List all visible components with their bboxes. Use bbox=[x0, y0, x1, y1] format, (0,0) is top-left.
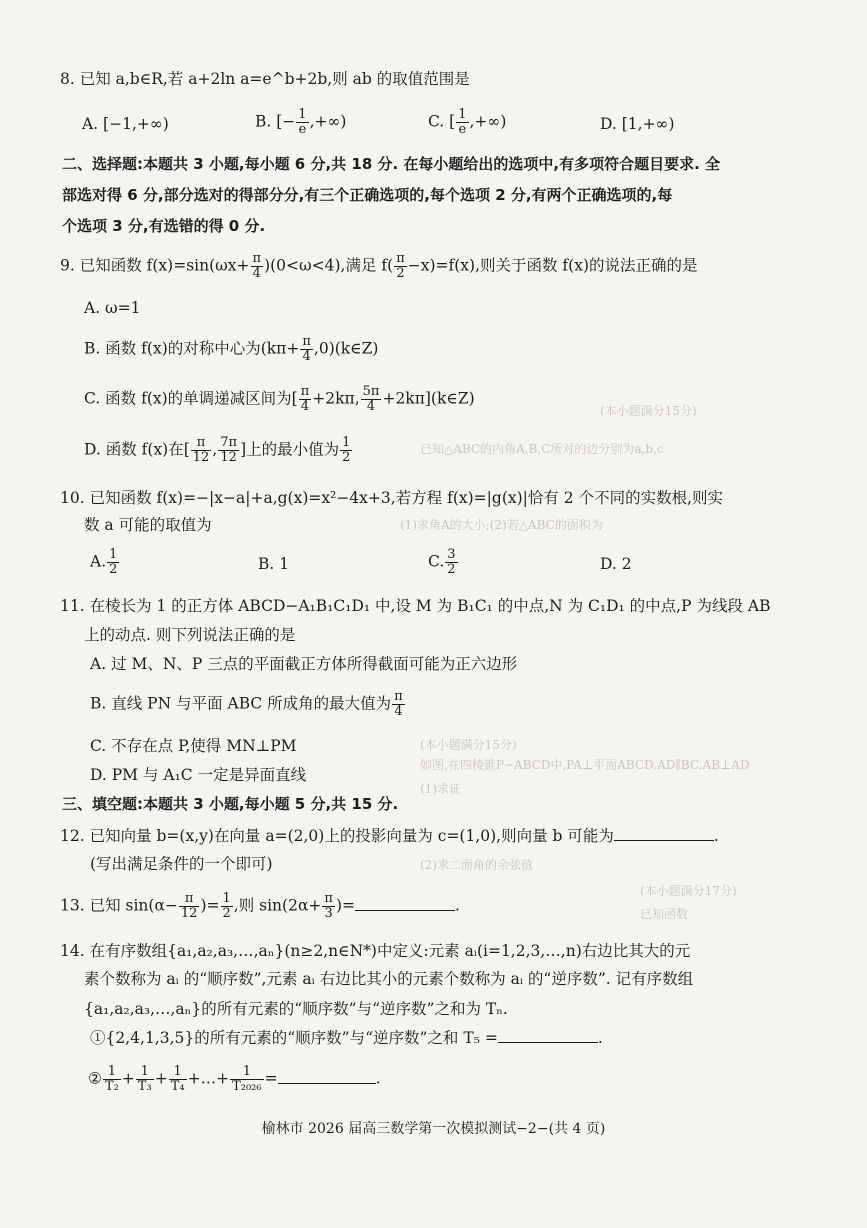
question-11-option-a: A. 过 M、N、P 三点的平面截正方体所得截面可能为正六边形 bbox=[90, 655, 518, 673]
fraction: $\frac{1}{e}$ bbox=[298, 107, 307, 137]
fraction: $\frac{1}{\text{T₂₀₂₆}}$ bbox=[232, 1064, 262, 1094]
fraction: $\frac{\pi}{4}$ bbox=[302, 334, 311, 364]
fraction: $\frac{1}{2}$ bbox=[342, 435, 351, 465]
bleed-through-text: 如图,在四棱锥P−ABCD中,PA⊥平面ABCD,AD∥BC,AB⊥AD bbox=[420, 758, 750, 772]
question-14-stem-cont: {a₁,a₂,a₃,…,aₙ}的所有元素的“顺序数”与“逆序数”之和为 Tₙ. bbox=[84, 1000, 508, 1018]
fraction: $\frac{1}{2}$ bbox=[222, 891, 231, 921]
question-8-option-c: C. [ $\frac{1}{e}$ ,+∞) bbox=[428, 107, 507, 137]
fraction: $\frac{1}{\text{T₂}}$ bbox=[104, 1064, 119, 1094]
section-2-text: 个选项 3 分,有选错的得 0 分. bbox=[62, 217, 266, 235]
answer-blank[interactable] bbox=[278, 1069, 376, 1084]
fraction: $\frac{7\pi}{12}$ bbox=[220, 435, 238, 465]
bleed-through-text: (本小题满分15分) bbox=[600, 404, 697, 418]
question-10-option-d: D. 2 bbox=[600, 555, 632, 573]
question-11-option-c: C. 不存在点 P,使得 MN⊥PM bbox=[90, 737, 297, 755]
question-8-option-b: B. [− $\frac{1}{e}$ ,+∞) bbox=[255, 107, 347, 137]
question-11-option-b: B. 直线 PN 与平面 ABC 所成角的最大值为 $\frac{\pi}{4}$ bbox=[90, 689, 403, 719]
question-11-option-d: D. PM 与 A₁C 一定是异面直线 bbox=[90, 766, 307, 784]
question-13-stem: 13. 已知 sin(α− $\frac{\pi}{12}$ )= $\frac{1}{2}$ ,则 sin(2α+ $\frac{\pi}{3}$ )= . bbox=[60, 891, 460, 921]
question-9-stem: 9. 已知函数 f(x)=sin(ωx+ $\frac{\pi}{4}$ )(0<ω<4),满足 f( $\frac{\pi}{2}$ −x)=f(x),则关于函数 f(x)的说法正确的是 bbox=[60, 251, 698, 281]
question-14-stem: 14. 在有序数组{a₁,a₂,a₃,…,aₙ}(n≥2,n∈N*)中定义:元素 aᵢ(i=1,2,3,…,n)右边比其大的元 bbox=[60, 942, 691, 960]
bleed-through-text: (本小题满分15分) bbox=[420, 738, 517, 752]
fraction: $\frac{1}{2}$ bbox=[109, 547, 118, 577]
section-2-text: 部选对得 6 分,部分选对的得部分分,有三个正确选项的,每个选项 2 分,有两个正确选项的,每 bbox=[62, 186, 673, 204]
question-9-option-b: B. 函数 f(x)的对称中心为(kπ+ $\frac{\pi}{4}$ ,0)(k∈Z) bbox=[84, 334, 379, 364]
bleed-through-text: 已知函数 bbox=[640, 907, 689, 921]
fraction: $\frac{3}{2}$ bbox=[447, 547, 456, 577]
answer-blank[interactable] bbox=[498, 1028, 598, 1043]
question-14-part-1: ①{2,4,1,3,5}的所有元素的“顺序数”与“逆序数”之和 T₅ = . bbox=[90, 1029, 603, 1047]
fraction: $\frac{\pi}{12}$ bbox=[180, 891, 198, 921]
question-11-stem-cont: 上的动点. 则下列说法正确的是 bbox=[84, 626, 296, 644]
fraction: $\frac{5\pi}{4}$ bbox=[362, 384, 380, 414]
question-8-option-d: D. [1,+∞) bbox=[600, 115, 675, 133]
question-11-stem: 11. 在棱长为 1 的正方体 ABCD−A₁B₁C₁D₁ 中,设 M 为 B₁C₁ 的中点,N 为 C₁D₁ 的中点,P 为线段 AB bbox=[60, 597, 771, 615]
fraction: $\frac{\pi}{3}$ bbox=[324, 891, 333, 921]
answer-blank[interactable] bbox=[614, 826, 714, 841]
question-12-stem: 12. 已知向量 b=(x,y)在向量 a=(2,0)上的投影向量为 c=(1,0),则向量 b 可能为 . bbox=[60, 827, 719, 845]
question-8-stem: 8. 已知 a,b∈R,若 a+2ln a=e^b+2b,则 ab 的取值范围是 bbox=[60, 70, 470, 88]
question-8-option-a: A. [−1,+∞) bbox=[82, 115, 169, 133]
bleed-through-text: (1)求角A的大小;(2)若△ABC的面积为 bbox=[400, 518, 603, 532]
question-9-option-c: C. 函数 f(x)的单调递减区间为[ $\frac{\pi}{4}$ +2kπ, $\frac{5\pi}{4}$ +2kπ](k∈Z) bbox=[84, 384, 475, 414]
question-9-option-d: D. 函数 f(x)在[ $\frac{\pi}{12}$ , $\frac{7\pi}{12}$ ]上的最小值为 $\frac{1}{2}$ bbox=[84, 435, 351, 465]
fraction: $\frac{\pi}{4}$ bbox=[394, 689, 403, 719]
question-12-note: (写出满足条件的一个即可) bbox=[90, 855, 273, 873]
fraction: $\frac{\pi}{2}$ bbox=[396, 251, 405, 281]
answer-blank[interactable] bbox=[355, 896, 455, 911]
bleed-through-text: (1)求证 bbox=[420, 782, 461, 796]
fraction: $\frac{1}{\text{T₃}}$ bbox=[137, 1064, 152, 1094]
bleed-through-text: 已知△ABC的内角A,B,C所对的边分别为a,b,c bbox=[420, 442, 664, 456]
bleed-through-text: (本小题满分17分) bbox=[640, 884, 737, 898]
question-14-stem-cont: 素个数称为 aᵢ 的“顺序数”,元素 aᵢ 右边比其小的元素个数称为 aᵢ 的“逆序数”. 记有序数组 bbox=[84, 970, 694, 988]
question-14-part-2: ② $\frac{1}{\text{T₂}}$ + $\frac{1}{\text{T₃}}$ + $\frac{1}{\text{T₄}}$ +…+ $\frac{1}{\text{T₂₀₂₆}}$ = . bbox=[88, 1064, 381, 1094]
question-10-stem-cont: 数 a 可能的取值为 bbox=[84, 516, 212, 534]
section-3-header: 三、填空题:本题共 3 小题,每小题 5 分,共 15 分. bbox=[62, 795, 399, 813]
question-10-option-c: C. $\frac{3}{2}$ bbox=[428, 547, 456, 577]
fraction: $\frac{1}{\text{T₄}}$ bbox=[170, 1064, 185, 1094]
question-10-stem: 10. 已知函数 f(x)=−|x−a|+a,g(x)=x²−4x+3,若方程 f(x)=|g(x)|恰有 2 个不同的实数根,则实 bbox=[60, 489, 724, 507]
fraction: $\frac{\pi}{4}$ bbox=[300, 384, 310, 414]
page-footer: 榆林市 2026 届高三数学第一次模拟测试−2−(共 4 页) bbox=[261, 1121, 606, 1137]
question-10-option-a: A. $\frac{1}{2}$ bbox=[90, 547, 118, 577]
section-2-header: 二、选择题:本题共 3 小题,每小题 6 分,共 18 分. 在每小题给出的选项中,有多项符合题目要求. 全 bbox=[62, 155, 721, 173]
fraction: $\frac{\pi}{4}$ bbox=[252, 251, 262, 281]
bleed-through-text: (2)求二面角的余弦值 bbox=[420, 858, 533, 872]
fraction: $\frac{\pi}{12}$ bbox=[192, 435, 210, 465]
fraction: $\frac{1}{e}$ bbox=[458, 107, 467, 137]
question-9-option-a: A. ω=1 bbox=[84, 299, 141, 317]
question-10-option-b: B. 1 bbox=[258, 555, 290, 573]
